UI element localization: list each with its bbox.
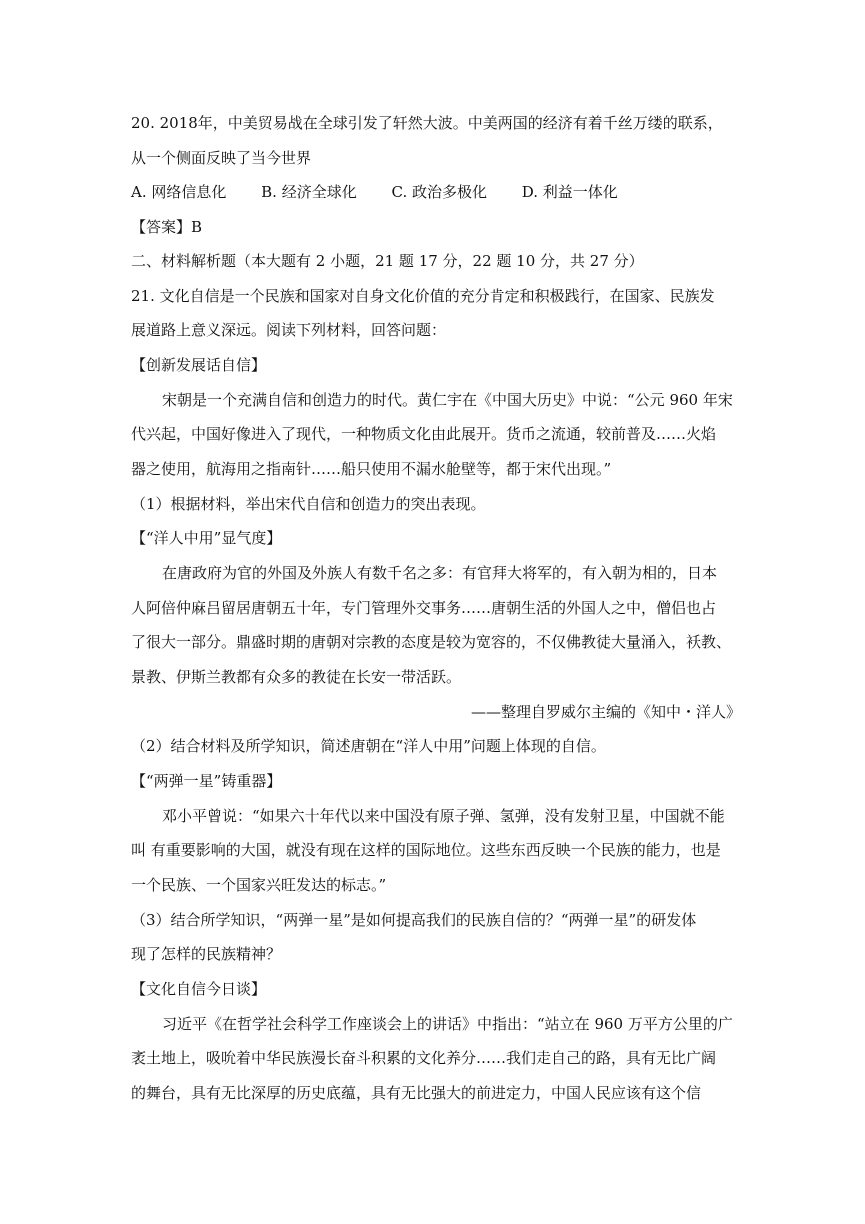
material-1-line-3: 器之使用，航海用之指南针……船只使用不漏水舱壁等，都于宋代出现。”	[131, 460, 612, 478]
option-c: C. 政治多极化	[391, 183, 487, 201]
material-1-line-1: 宋朝是一个充满自信和创造力的时代。黄仁宇在《中国大历史》中说：“公元 960 年宋	[162, 391, 733, 409]
material-1-heading: 【创新发展话自信】	[131, 356, 267, 374]
option-b: B. 经济全球化	[261, 183, 357, 201]
material-3-heading: 【“两弹一星”铸重器】	[131, 772, 282, 790]
material-2-heading: 【“洋人中用”显气度】	[131, 529, 282, 547]
question-20-options	[131, 182, 618, 202]
question-20-line-2: 从一个侧面反映了当今世界	[131, 149, 312, 167]
material-3-line-1: 邓小平曾说：“如果六十年代以来中国没有原子弹、氢弹，没有发射卫星，中国就不能	[162, 807, 725, 825]
sub-question-1: （1）根据材料，举出宋代自信和创造力的突出表现。	[131, 495, 486, 513]
material-2-line-4: 景教、伊斯兰教都有众多的教徒在长安一带活跃。	[131, 668, 462, 686]
material-3-line-3: 一个民族、一个国家兴旺发达的标志。”	[131, 876, 387, 894]
material-2-line-3: 了很大一部分。鼎盛时期的唐朝对宗教的态度是较为宽容的，不仅佛教徒大量涌入，袄教、	[131, 633, 732, 651]
material-4-line-2: 袤土地上，吸吮着中华民族漫长奋斗积累的文化养分……我们走自己的路，具有无比广阔	[131, 1049, 717, 1067]
question-20-line-1: 20. 2018年，中美贸易战在全球引发了轩然大波。中美两国的经济有着千丝万缕的联系，	[131, 114, 723, 132]
material-1-line-2: 代兴起，中国好像进入了现代，一种物质文化由此展开。货币之流通，较前普及……火焰	[131, 425, 717, 443]
material-3-line-2: 叫 有重要影响的大国，就没有现在这样的国际地位。这些东西反映一个民族的能力，也是	[131, 841, 721, 859]
question-20-answer: 【答案】B	[131, 218, 203, 236]
option-a: A. 网络信息化	[131, 183, 227, 201]
option-d: D. 利益一体化	[521, 183, 618, 201]
question-21-intro-line-2: 展道路上意义深远。阅读下列材料，回答问题：	[131, 321, 447, 339]
sub-question-3-line-2: 现了怎样的民族精神？	[131, 945, 282, 963]
material-4-heading: 【文化自信今日谈】	[131, 980, 267, 998]
sub-question-3-line-1: （3）结合所学知识，“两弹一星”是如何提高我们的民族自信的？“两弹一星”的研发体	[131, 911, 697, 929]
section-2-title: 二、材料解析题（本大题有 2 小题，21 题 17 分，22 题 10 分，共 27 分）	[131, 252, 644, 270]
material-4-line-1: 习近平《在哲学社会科学工作座谈会上的讲话》中指出：“站立在 960 万平方公里的广	[162, 1015, 733, 1033]
question-21-intro-line-1: 21. 文化自信是一个民族和国家对自身文化价值的充分肯定和积极践行，在国家、民族发	[131, 287, 715, 305]
material-4-line-3: 的舞台，具有无比深厚的历史底蕴，具有无比强大的前进定力，中国人民应该有这个信	[131, 1084, 702, 1102]
material-2-source: ——整理自罗威尔主编的《知中・洋人》	[470, 703, 741, 721]
material-2-line-1: 在唐政府为官的外国及外族人有数千名之多：有官拜大将军的，有入朝为相的，日本	[162, 564, 718, 582]
sub-question-2: （2）结合材料及所学知识，简述唐朝在“洋人中用”问题上体现的自信。	[131, 737, 606, 755]
material-2-line-2: 人阿倍仲麻吕留居唐朝五十年，专门管理外交事务……唐朝生活的外国人之中，僧侣也占	[131, 599, 717, 617]
